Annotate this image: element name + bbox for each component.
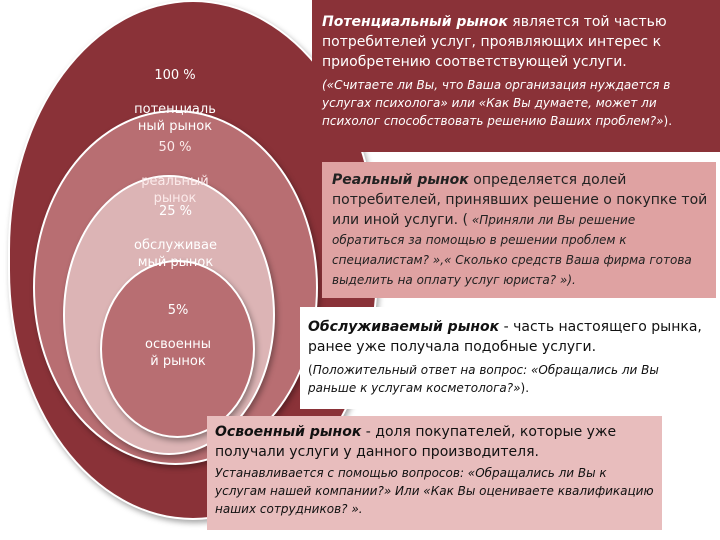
mastered-term: Освоенный рынок: [215, 424, 362, 440]
real-percent: 50 %: [158, 140, 192, 155]
served-label: обслуживае мый рынок: [134, 238, 217, 270]
potential-term: Потенциальный рынок: [322, 14, 508, 30]
served-percent: 25 %: [158, 204, 193, 219]
served-term: Обслуживаемый рынок: [308, 319, 500, 335]
served-example: Положительный ответ на вопрос: «Обращались ли Вы раньше к услугам косметолога?»: [308, 363, 659, 395]
served-market-circle-label: [103, 186, 248, 288]
potential-example: («Считаете ли Вы, что Ваша организация нуждается в услугах психолога» или «Как Вы думаете, может ли психолог способствовать решению Ваших проблем?»: [322, 78, 671, 128]
potential-percent: 100 %: [154, 68, 196, 83]
potential-label: потенциаль ный рынок: [134, 102, 216, 134]
real-label: реальный рынок: [141, 174, 209, 206]
real-example: «Приняли ли Вы решение обратиться за помощью в решении проблем к специалистам? »,« Сколько средств Ваша фирма готова выделить на оплату услуг юриста? »).: [332, 213, 692, 287]
real-term: Реальный рынок: [332, 172, 469, 188]
mastered-market-definition: [207, 416, 662, 530]
mastered-percent: 5%: [167, 303, 189, 318]
mastered-label: освоенны й рынок: [145, 337, 211, 369]
potential-market-definition: [312, 0, 720, 152]
potential-example-end: ).: [663, 114, 673, 128]
served-definition: - часть настоящего рынка, ранее уже получала подобные услуги.: [308, 319, 702, 355]
mastered-market-circle-label: [118, 285, 238, 387]
served-example-end: ).: [520, 381, 530, 395]
served-market-definition: [300, 307, 710, 409]
potential-definition: является той частью потребителей услуг, проявляющих интерес к приобретению соответствующей услуги.: [322, 14, 667, 70]
mastered-example: Устанавливается с помощью вопросов: «Обращались ли Вы к услугам нашей компании?» Или «Как Вы оцениваете квалификацию наших сотрудников? ».: [215, 466, 654, 516]
mastered-definition: - доля покупателей, которые уже получали услуги у данного производителя.: [215, 424, 617, 460]
real-definition: определяется долей потребителей, принявших решение о покупке той или иной услуги. (: [332, 172, 708, 228]
served-example-start: (: [308, 363, 313, 377]
real-market-definition: [322, 162, 716, 298]
